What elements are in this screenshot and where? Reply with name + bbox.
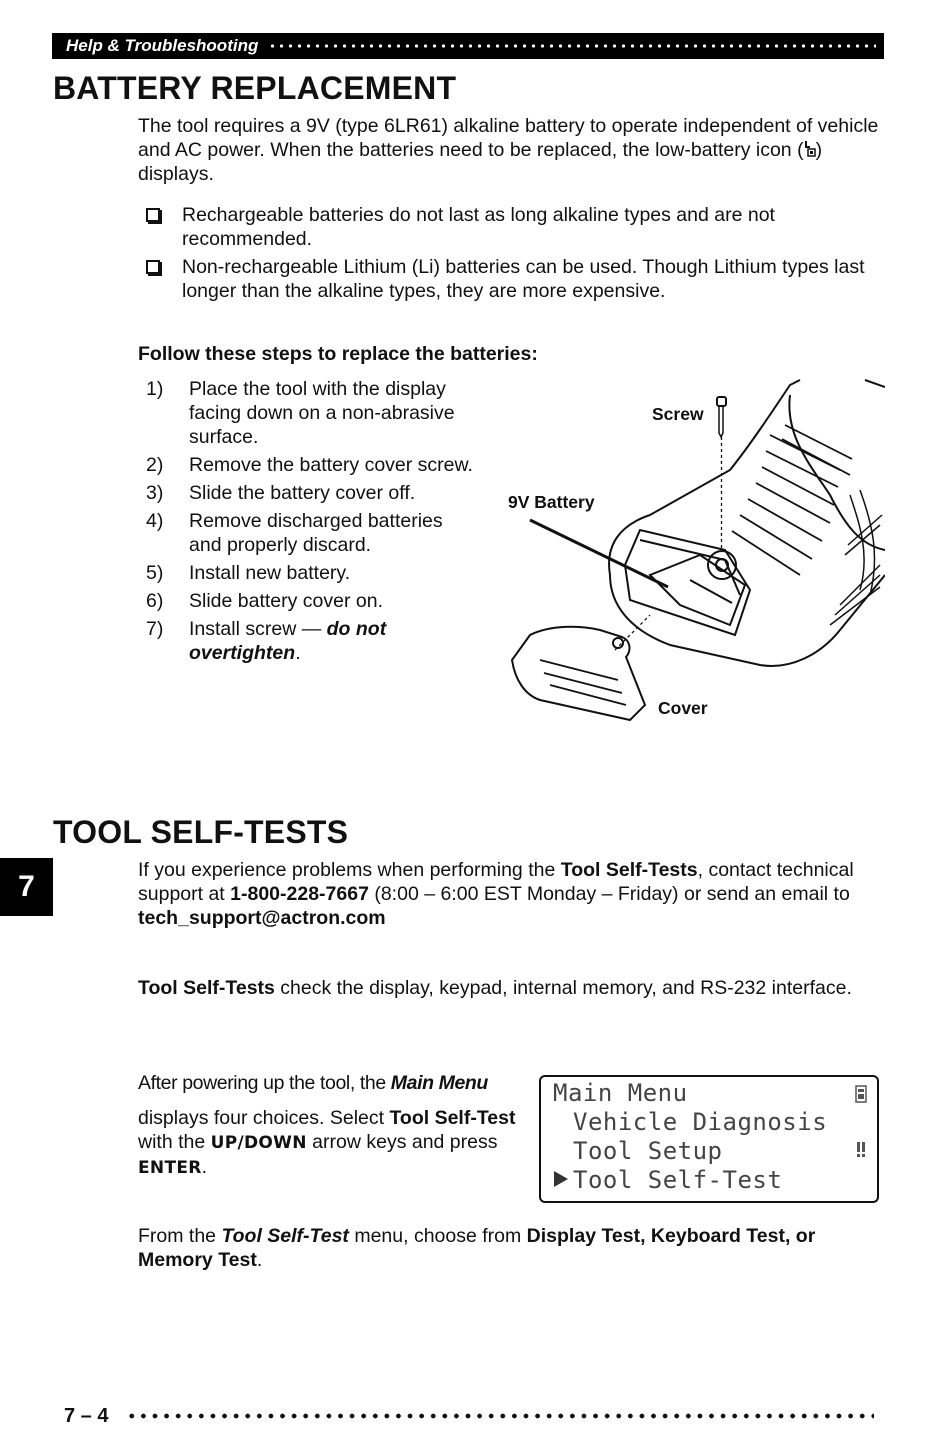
up-down-key: UP/DOWN: [210, 1133, 307, 1153]
menu-text-1: From the: [138, 1225, 222, 1247]
battery-notes: [146, 203, 886, 303]
low-battery-icon: [804, 140, 816, 158]
note-item: [146, 255, 886, 303]
instr-text-1: displays four choices. Select: [138, 1107, 390, 1129]
support-phone: 1-800-228-7667: [230, 883, 369, 905]
step-item: [146, 589, 476, 613]
instr-text-3: arrow keys and press: [306, 1131, 498, 1153]
section-header-bar: [52, 33, 884, 59]
header-dot-leader: [268, 44, 876, 48]
step-item: [146, 481, 476, 505]
scroll-indicator-icon: [855, 1141, 867, 1159]
section-title: Help & Troubleshooting: [66, 36, 259, 55]
selftest-support-paragraph: [138, 858, 883, 930]
battery-intro-text-2: ) displays.: [138, 139, 823, 185]
selection-instructions: [138, 1106, 533, 1180]
battery-replacement-illustration: [500, 375, 885, 745]
menu-test-options: Display Test, Keyboard Test, or Memory Test: [138, 1225, 816, 1271]
battery-intro-text-1: The tool requires a 9V (type 6LR61) alkaline battery to operate independent of vehicle and AC power. When the batteries need to be replaced, the low-battery icon (: [138, 115, 879, 161]
support-text-tool-self-tests: Tool Self-Tests: [560, 859, 698, 881]
step-number: 4): [146, 510, 164, 532]
lcd-menu-item-tool-self-test: Tool Self-Test: [573, 1166, 783, 1194]
step-text: Install new battery.: [189, 562, 351, 584]
page-footer: [64, 1403, 874, 1429]
step-number: 1): [146, 378, 164, 400]
step7-text: Install screw —: [189, 618, 327, 640]
battery-label: 9V Battery: [508, 492, 595, 512]
step-number: 5): [146, 562, 164, 584]
battery-heading: BATTERY REPLACEMENT: [53, 70, 457, 106]
step-text: Remove discharged batteries and properly discard.: [189, 510, 443, 556]
lcd-main-menu-screen: [539, 1075, 879, 1203]
selection-arrow-icon: [552, 1169, 570, 1189]
main-menu-intro: [138, 1071, 488, 1095]
lcd-menu-item-vehicle-diagnosis: Vehicle Diagnosis: [573, 1108, 828, 1136]
instr-text-4: .: [201, 1156, 208, 1178]
step-item: [146, 509, 476, 557]
step-text: Place the tool with the display facing down on a non-abrasive surface.: [189, 378, 455, 448]
step-text: Slide battery cover on.: [189, 590, 384, 612]
note-text: Non-rechargeable Lithium (Li) batteries can be used. Though Lithium types last longer than the alkaline types, they are more expensive.: [182, 256, 865, 302]
step-number: 7): [146, 618, 164, 640]
chapter-number: 7: [18, 870, 35, 903]
menu-text-3: .: [256, 1249, 263, 1271]
note-text: Rechargeable batteries do not last as long alkaline types and are not recommended.: [182, 204, 775, 250]
screw-label: Screw: [652, 404, 704, 424]
enter-key: ENTER: [138, 1158, 202, 1178]
checkbox-bullet-icon: [146, 208, 160, 222]
menu-text-2: menu, choose from: [348, 1225, 527, 1247]
description-text: check the display, keypad, internal memory, and RS-232 interface.: [274, 977, 852, 999]
support-text-1: If you experience problems when performing the: [138, 859, 561, 881]
selftest-description: [138, 976, 883, 1000]
checkbox-bullet-icon: [146, 260, 160, 274]
step-text: Remove the battery cover screw.: [189, 454, 473, 476]
main-menu-intro-text: After powering up the tool, the: [138, 1072, 391, 1094]
instr-tool-self-test: Tool Self-Test: [389, 1107, 516, 1129]
step-item: [146, 377, 476, 449]
step-number: 6): [146, 590, 164, 612]
lcd-title: Main Menu: [553, 1079, 688, 1107]
footer-dot-leader: [126, 1413, 874, 1419]
page-number: 7 – 4: [64, 1404, 109, 1427]
main-menu-term: Main Menu: [390, 1072, 488, 1094]
note-item: [146, 203, 886, 251]
steps-title: Follow these steps to replace the batteries:: [138, 343, 538, 365]
lcd-menu-item-tool-setup: Tool Setup: [573, 1137, 723, 1165]
self-test-menu-paragraph: [138, 1224, 883, 1272]
support-text-2: , contact technical support at: [138, 859, 854, 905]
step-item: [146, 617, 476, 665]
support-email: tech_support@actron.com: [138, 907, 386, 929]
step7-end: .: [295, 642, 301, 664]
lcd-battery-icon: [855, 1085, 867, 1103]
step-number: 3): [146, 482, 164, 504]
step-text: [189, 617, 476, 665]
step7-emphasis: do not overtighten: [189, 618, 387, 664]
step-number: 2): [146, 454, 164, 476]
step-text: Slide the battery cover off.: [189, 482, 416, 504]
instr-text-2: with the: [138, 1131, 211, 1153]
support-text-3: (8:00 – 6:00 EST Monday – Friday) or send an email to: [368, 883, 850, 905]
battery-intro: [138, 114, 883, 186]
step-item: [146, 561, 476, 585]
menu-term: Tool Self-Test: [221, 1225, 349, 1247]
description-term: Tool Self-Tests: [138, 977, 275, 999]
chapter-tab: [0, 858, 53, 916]
cover-label: Cover: [658, 698, 708, 718]
selftest-heading: TOOL SELF-TESTS: [53, 814, 349, 850]
replacement-steps: [146, 377, 476, 669]
step-item: [146, 453, 476, 477]
